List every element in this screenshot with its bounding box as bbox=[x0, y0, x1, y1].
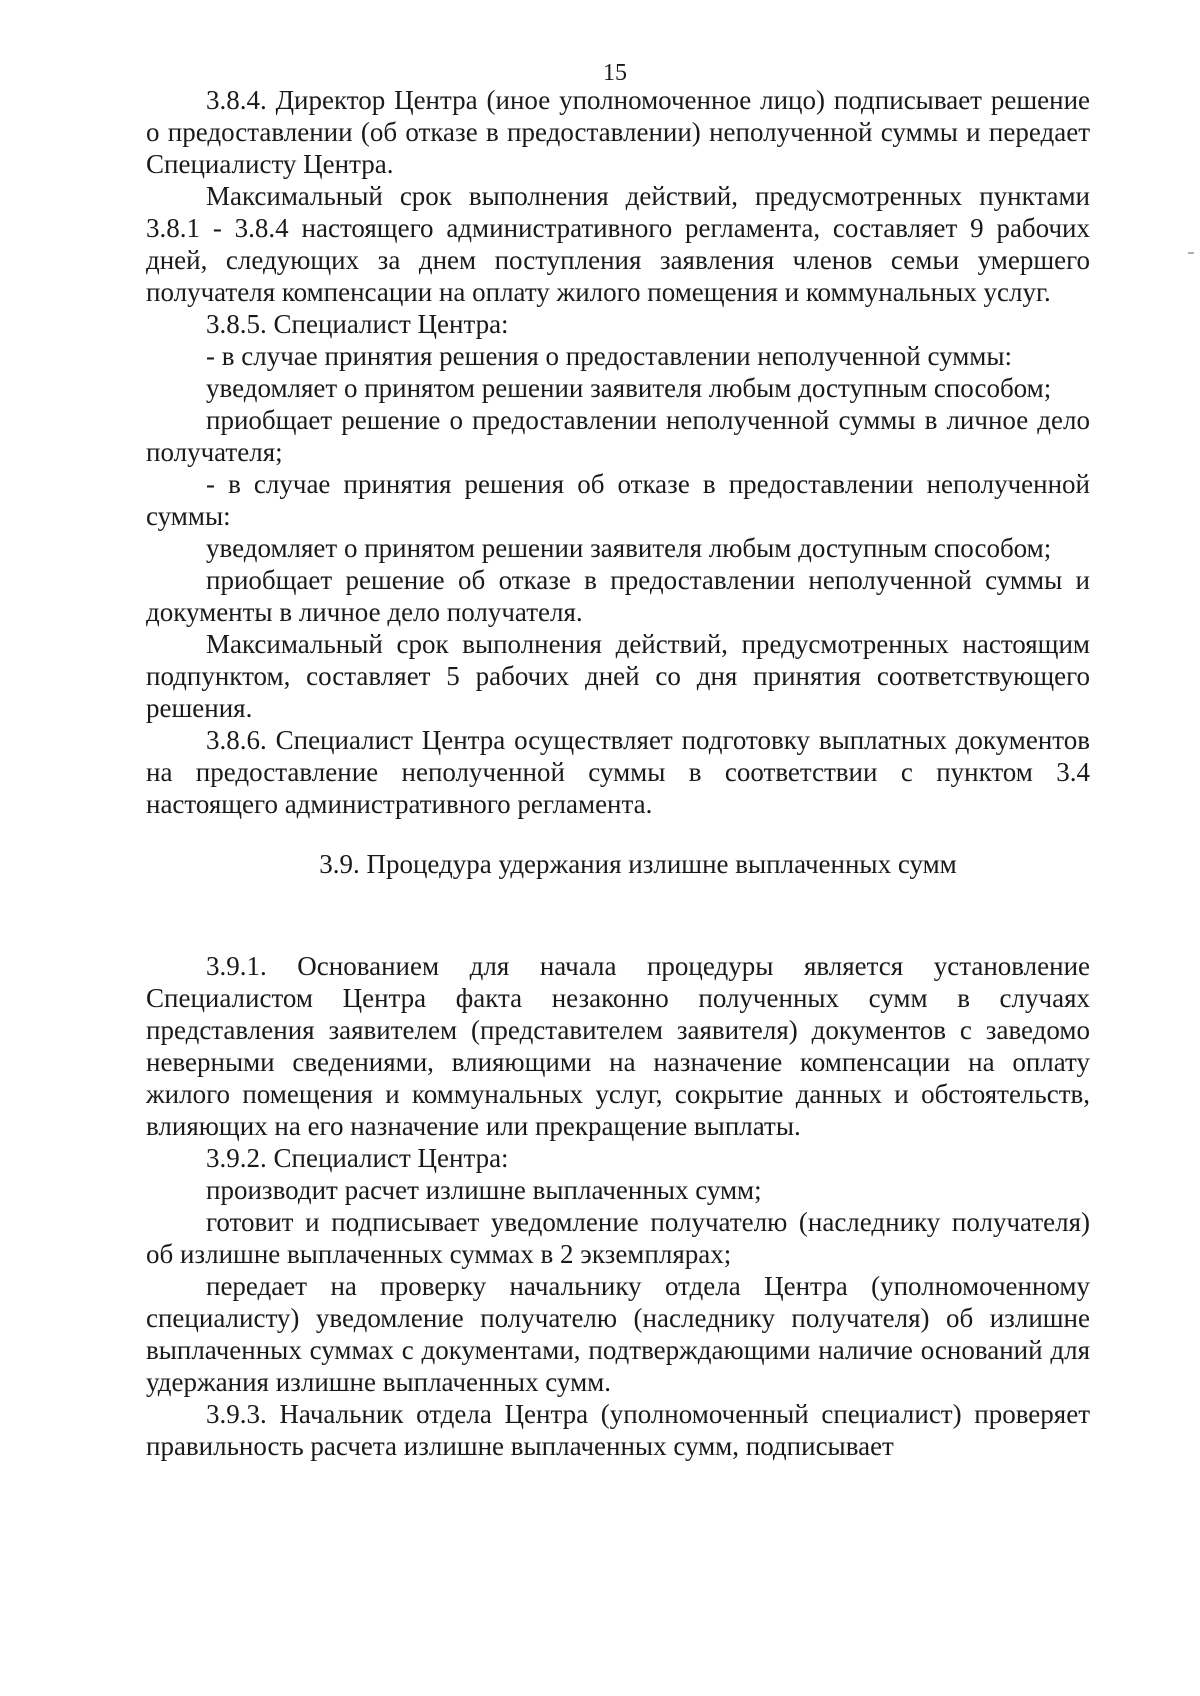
paragraph-attach-granted: приобщает решение о предоставлении неполученной суммы в личное дело получателя; bbox=[146, 405, 1090, 467]
paragraph-submit-check: передает на проверку начальнику отдела Центра (уполномоченному специалисту) уведомление получателю (наследнику получателя) об излишне выплаченных суммах с документами, подтверждающими наличие оснований для удержания излишне выплаченных сумм. bbox=[146, 1271, 1090, 1397]
section-heading-3-9: 3.9. Процедура удержания излишне выплаченных сумм bbox=[319, 849, 957, 879]
paragraph-notify-granted: уведомляет о принятом решении заявителя любым доступным способом; bbox=[206, 373, 1052, 403]
paragraph-notify-refused: уведомляет о принятом решении заявителя любым доступным способом; bbox=[206, 533, 1052, 563]
paragraph-prepare-notice: готовит и подписывает уведомление получателю (наследнику получателя) об излишне выплаченных суммах в 2 экземплярах; bbox=[146, 1207, 1090, 1269]
paragraph-3-8-5: 3.8.5. Специалист Центра: bbox=[206, 309, 509, 339]
section-spacer bbox=[146, 880, 1090, 950]
paragraph-3-8-6: 3.8.6. Специалист Центра осуществляет подготовку выплатных документов на предоставление неполученной суммы в соответствии с пунктом 3.4 настоящего административного регламента. bbox=[146, 725, 1090, 819]
paragraph-3-9-3: 3.9.3. Начальник отдела Центра (уполномоченный специалист) проверяет правильность расчета излишне выплаченных сумм, подписывает bbox=[146, 1399, 1090, 1461]
paragraph-3-9-2: 3.9.2. Специалист Центра: bbox=[206, 1143, 509, 1173]
paragraph-calculate: производит расчет излишне выплаченных сумм; bbox=[206, 1175, 762, 1205]
paragraph-max-term-5-days: Максимальный срок выполнения действий, предусмотренных настоящим подпунктом, составляет 5 рабочих дней со дня принятия соответствующего решения. bbox=[146, 629, 1090, 723]
paragraph-case-refused: - в случае принятия решения об отказе в предоставлении неполученной суммы: bbox=[146, 469, 1090, 531]
paragraph-3-8-4: 3.8.4. Директор Центра (иное уполномоченное лицо) подписывает решение о предоставлении (об отказе в предоставлении) неполученной суммы и передает Специалисту Центра. bbox=[146, 85, 1090, 179]
paragraph-max-term-9-days: Максимальный срок выполнения действий, предусмотренных пунктами 3.8.1 - 3.8.4 настоящего административного регламента, составляет 9 рабочих дней, следующих за днем поступления заявления членов семьи умершего получателя компенсации на оплату жилого помещения и коммунальных услуг. bbox=[146, 181, 1090, 307]
paragraph-attach-refused: приобщает решение об отказе в предоставлении неполученной суммы и документы в личное дело получателя. bbox=[146, 565, 1090, 627]
document-body bbox=[146, 84, 1090, 1462]
paragraph-case-granted: - в случае принятия решения о предоставлении неполученной суммы: bbox=[206, 341, 1013, 371]
page-number: 15 bbox=[603, 60, 627, 86]
scan-artifact-mark bbox=[1188, 252, 1194, 254]
paragraph-3-9-1: 3.9.1. Основанием для начала процедуры является установление Специалистом Центра факта незаконно полученных сумм в случаях представления заявителем (представителем заявителя) документов с заведомо неверными сведениями, влияющими на назначение компенсации на оплату жилого помещения и коммунальных услуг, сокрытие данных и обстоятельств, влияющих на его назначение или прекращение выплаты. bbox=[146, 951, 1090, 1141]
